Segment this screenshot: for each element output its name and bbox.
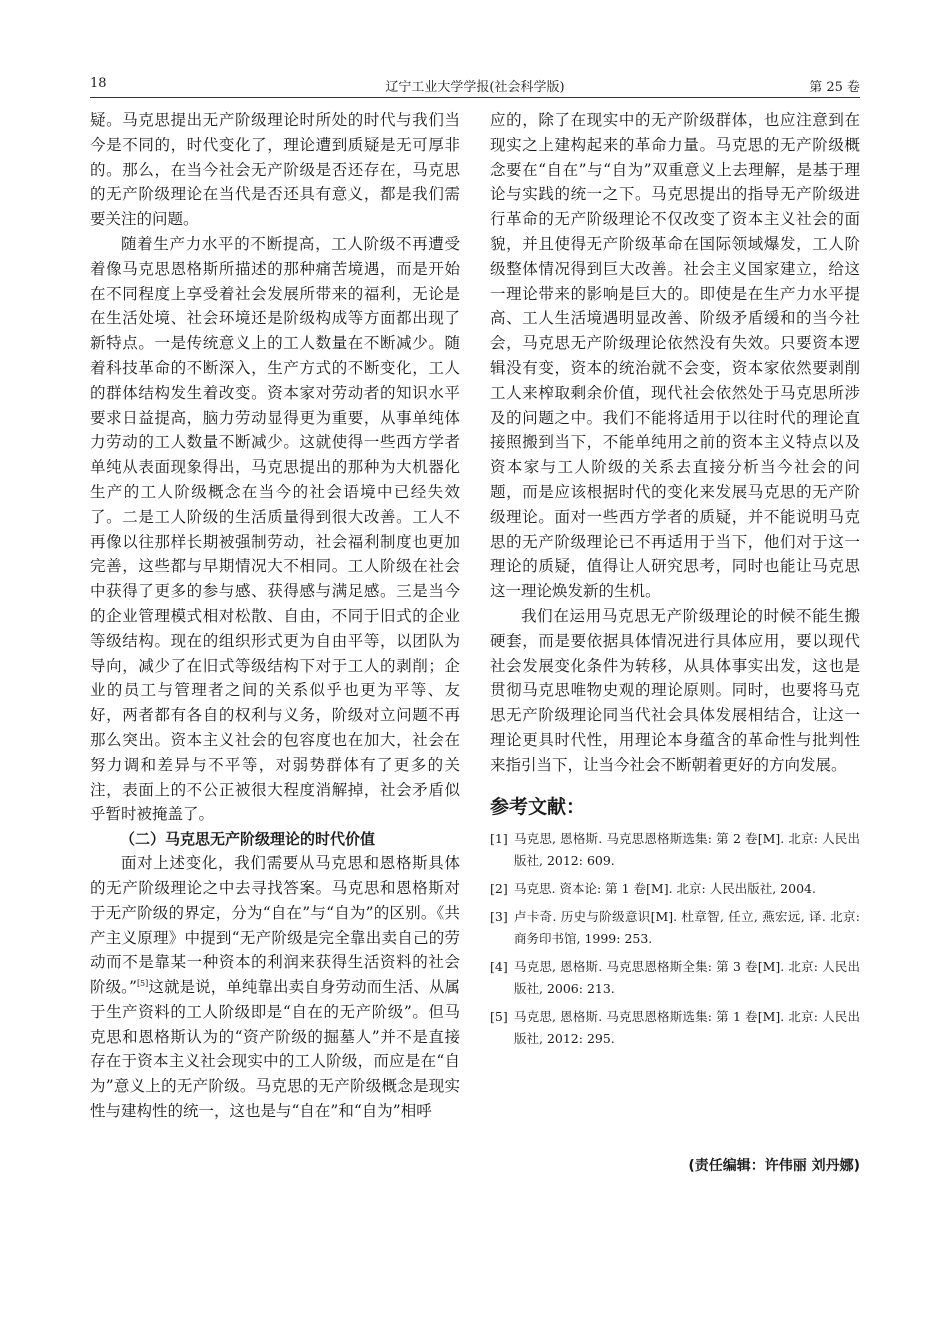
reference-text: 马克思, 恩格斯. 马克思恩格斯选集: 第 1 卷[M]. 北京: 人民出版社, 2012: 295. (514, 1008, 860, 1046)
paragraph-realization: 应的，除了在现实中的无产阶级群体，也应注意到在现实之上建构起来的革命力量。马克思的无产阶级概念要在“自在”与“自为”双重意义上去理解，是基于理论与实践的统一之下。马克思提出的指导无产阶级进行革命的无产阶级理论不仅改变了资本主义社会的面貌，并且使得无产阶级革命在国际领域爆发，工人阶级整体情况得到巨大改善。社会主义国家建立，给这一理论带来的影响是巨大的。即使是在生产力水平提高、工人生活境遇明显改善、阶级矛盾缓和的当今社会，马克思无产阶级理论依然没有失效。只要资本逻辑没有变，资本的统治就不会变，资本家依然要剥削工人来榨取剩余价值，现代社会依然处于马克思所涉及的问题之中。我们不能将适用于以往时代的理论直接照搬到当下，不能单纯用之前的资本主义特点以及资本家与工人阶级的关系去直接分析当今社会的问题，而是应该根据时代的变化来发展马克思的无产阶级理论。面对一些西方学者的质疑，并不能说明马克思的无产阶级理论已不再适用于当下，他们对于这一理论的质疑，值得让人研究思考，同时也能让马克思这一理论焕发新的生机。 (490, 111, 860, 601)
reference-text: 卢卡奇. 历史与阶级意识[M]. 杜章智, 任立, 燕宏远, 译. 北京: 商务印书馆, 1999: 253. (514, 908, 860, 946)
reference-text: 马克思, 恩格斯. 马克思恩格斯选集: 第 2 卷[M]. 北京: 人民出版社, 2012: 609. (514, 830, 860, 868)
journal-name: 辽宁工业大学学报(社会科学版) (385, 80, 565, 95)
section-subheading: （二）马克思无产阶级理论的时代价值 (120, 830, 376, 849)
reference-item (490, 906, 860, 950)
paragraph-definition-part1: 面对上述变化，我们需要从马克思和恩格斯具体的无产阶级理论之中去寻找答案。马克思和恩格斯对于无产阶级的界定，分为“自在”与“自为”的区别。《共产主义原理》中提到“无产阶级是完全靠出卖自己的劳动而不是靠某一种资本的利润来获得生活资料的社会阶级。” (90, 854, 460, 997)
right-column (490, 108, 860, 1056)
reference-number: [4] (490, 958, 508, 974)
running-header (90, 72, 860, 96)
reference-item (490, 878, 860, 900)
header-divider (90, 97, 860, 98)
paragraph-application: 我们在运用马克思无产阶级理论的时候不能生搬硬套，而是要依据具体情况进行具体应用，要以现代社会发展变化条件为转移，从具体事实出发，这也是贯彻马克思唯物史观的理论原则。同时，也要将马克思无产阶级理论同当代社会具体发展相结合，让这一理论更具时代性，用理论本身蕴含的革命性与批判性来指引当下，让当今社会不断朝着更好的方向发展。 (490, 606, 860, 774)
references-list (490, 828, 860, 1050)
citation-marker[interactable]: [5] (136, 978, 149, 988)
volume-label: 第 25 卷 (809, 80, 860, 95)
left-column (90, 108, 460, 1124)
paragraph-definition-part2: 这就是说，单纯靠出卖自身劳动而生活、从属于生产资料的工人阶级即是“自在的无产阶级”。但马克思和恩格斯认为的“资产阶级的掘墓人”并不是直接存在于资本主义社会现实中的工人阶级，而应是在“自为”意义上的无产阶级。马克思的无产阶级概念是现实性与建构性的统一，这也是与“自在”和“自为”相呼 (90, 978, 460, 1121)
paragraph-changes: 随着生产力水平的不断提高，工人阶级不再遭受着像马克思恩格斯所描述的那种痛苦境遇，而是开始在不同程度上享受着社会发展所带来的福利，无论是在生活处境、社会环境还是阶级构成等方面都出现了新特点。一是传统意义上的工人数量在不断减少。随着科技革命的不断深入，生产方式的不断变化，工人的群体结构发生着改变。资本家对劳动者的知识水平要求日益提高，脑力劳动显得更为重要，从事单纯体力劳动的工人数量不断减少。这就使得一些西方学者单纯从表面现象得出，马克思提出的那种为大机器化生产的工人阶级概念在当今的社会语境中已经失效了。二是工人阶级的生活质量得到很大改善。工人不再像以往那样长期被强制劳动，社会福利制度也更加完善，这些都与早期情况大不相同。工人阶级在社会中获得了更多的参与感、获得感与满足感。三是当今的企业管理模式相对松散、自由，不同于旧式的企业等级结构。现在的组织形式更为自由平等，以团队为导向，减少了在旧式等级结构下对于工人的剥削；企业的员工与管理者之间的关系似乎也更为平等、友好，两者都有各自的权利与义务，阶级对立问题不再那么突出。资本主义社会的包容度也在加大，社会在努力调和差异与不平等，对弱势群体有了更多的关注，表面上的不公正被很大程度消解掉，社会矛盾似乎暂时被掩盖了。 (90, 234, 460, 824)
responsible-editor: (责任编辑：许伟丽 刘丹娜) (688, 1158, 860, 1174)
reference-number: [2] (490, 880, 508, 896)
paragraph-continued: 疑。马克思提出无产阶级理论时所处的时代与我们当今是不同的，时代变化了，理论遭到质疑是无可厚非的。那么，在当今社会无产阶级是否还存在，马克思的无产阶级理论在当代是否还具有意义，都是我们需要关注的问题。 (90, 111, 460, 229)
reference-text: 马克思. 资本论: 第 1 卷[M]. 北京: 人民出版社, 2004. (514, 880, 816, 896)
reference-item (490, 828, 860, 872)
reference-number: [3] (490, 908, 508, 924)
reference-number: [5] (490, 1008, 508, 1024)
references-heading: 参考文献： (490, 795, 586, 818)
page-number: 18 (90, 76, 107, 91)
reference-number: [1] (490, 830, 508, 846)
reference-text: 马克思, 恩格斯. 马克思恩格斯全集: 第 3 卷[M]. 北京: 人民出版社, 2006: 213. (514, 958, 860, 996)
reference-item (490, 1006, 860, 1050)
paragraph-definition (90, 851, 460, 1124)
reference-item (490, 956, 860, 1000)
